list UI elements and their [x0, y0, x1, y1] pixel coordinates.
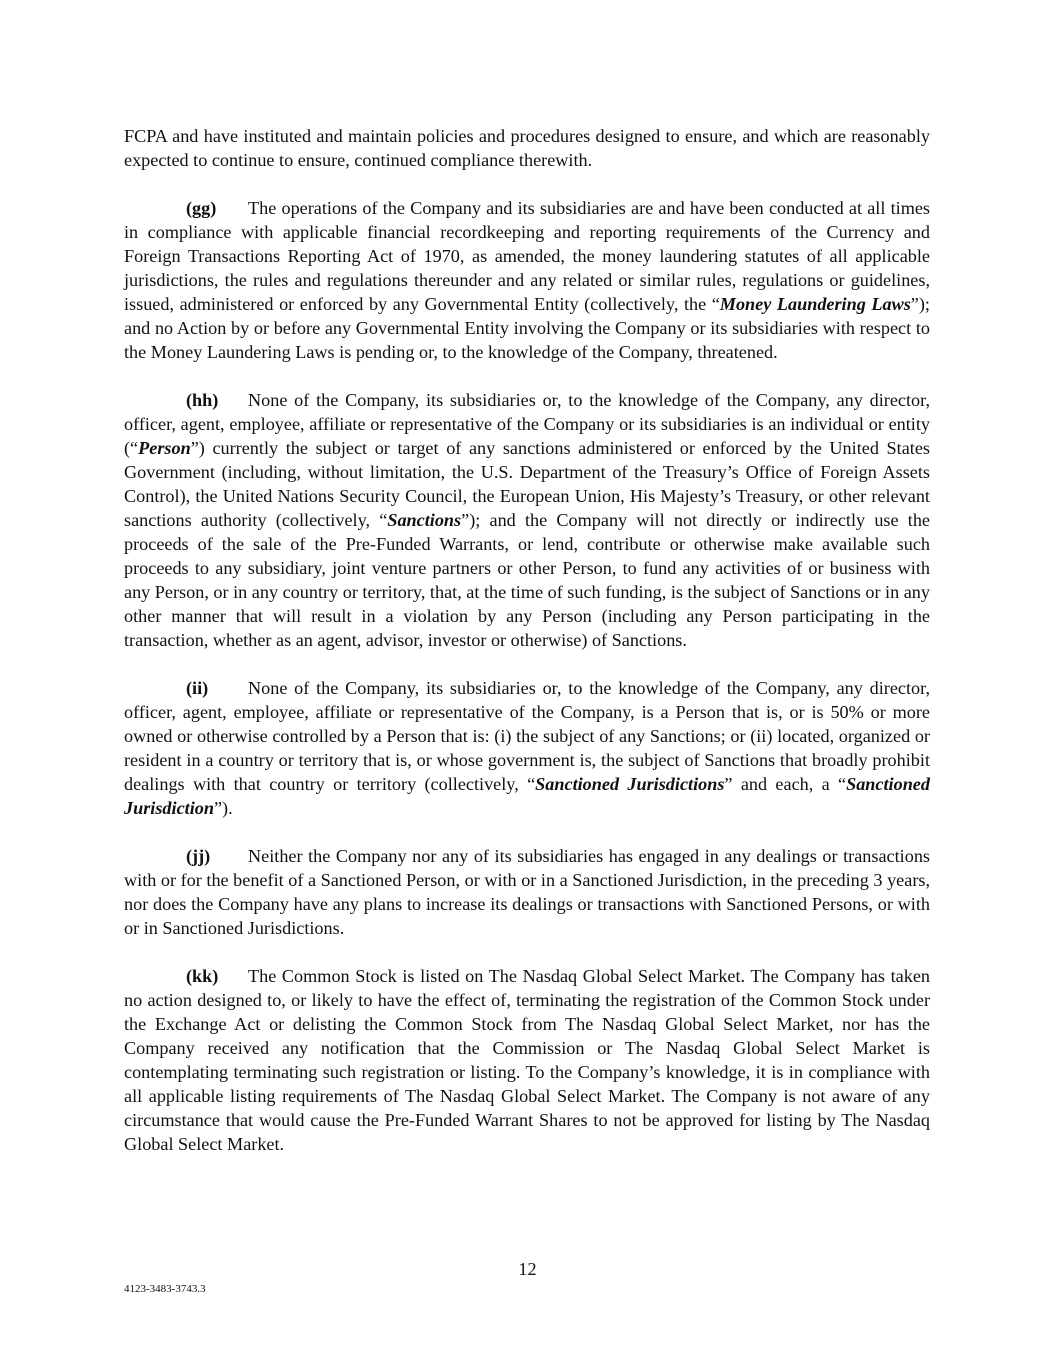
document-id: 4123-3483-3743.3 [124, 1283, 206, 1295]
section-text: ”). [213, 798, 233, 818]
section-jj [124, 844, 930, 940]
section-text: ”); and no Action by or before any Governmental Entity involving the Company or its subsidiaries with respect to the Money Laundering Laws is pending or, to the knowledge of the Company, threatened. [124, 294, 930, 362]
continuation-paragraph: FCPA and have instituted and maintain policies and procedures designed to ensure, and which are reasonably expected to continue to ensure, continued compliance therewith. [124, 126, 930, 170]
section-text: Neither the Company nor any of its subsidiaries has engaged in any dealings or transactions with or for the benefit of a Sanctioned Person, or with or in a Sanctioned Jurisdiction, in the preceding 3 years, nor does the Company have any plans to increase its dealings or transactions with Sanctioned Persons, or with or in Sanctioned Jurisdictions. [124, 846, 930, 938]
section-text: ”) currently the subject or target of any sanctions administered or enforced by the United States Government (including, without limitation, the U.S. Department of the Treasury’s Office of Foreign Assets Control), the United Nations Security Council, the European Union, His Majesty’s Treasury, or other relevant sanctions authority (collectively, “ [124, 438, 930, 530]
defined-term: Person [138, 438, 191, 458]
section-label: (hh) [186, 390, 219, 410]
page-number: 12 [518, 1259, 537, 1279]
section-label: (jj) [186, 846, 211, 866]
section-kk [124, 964, 930, 1156]
section-label: (kk) [186, 966, 219, 986]
defined-term: Sanctioned Jurisdiction [124, 774, 930, 818]
section-text: The Common Stock is listed on The Nasdaq Global Select Market. The Company has taken no action designed to, or likely to have the effect of, terminating the registration of the Common Stock under the Exchange Act or delisting the Common Stock from The Nasdaq Global Select Market, nor has the Company received any notification that the Commission or The Nasdaq Global Select Market is contemplating terminating such registration or listing. To the Company’s knowledge, it is in compliance with all applicable listing requirements of The Nasdaq Global Select Market. The Company is not aware of any circumstance that would cause the Pre-Funded Warrant Shares to not be approved for listing by The Nasdaq Global Select Market. [124, 966, 930, 1154]
section-text: ”); and the Company will not directly or indirectly use the proceeds of the sale of the Pre-Funded Warrants, or lend, contribute or otherwise make available such proceeds to any subsidiary, joint venture partners or other Person, to fund any activities of or business with any Person, or in any country or territory, that, at the time of such funding, is the subject of Sanctions or in any other manner that will result in a violation by any Person (including any Person participating in the transaction, whether as an agent, advisor, investor or otherwise) of Sanctions. [124, 510, 931, 650]
document-body [124, 124, 930, 1180]
section-text: None of the Company, its subsidiaries or, to the knowledge of the Company, any director, officer, agent, employee, affiliate or representative of the Company or its subsidiaries is an individual or entity (“ [124, 390, 930, 458]
section-label: (gg) [186, 198, 217, 218]
section-text: The operations of the Company and its subsidiaries are and have been conducted at all times in compliance with applicable financial recordkeeping and reporting requirements of the Currency and Foreign Transactions Reporting Act of 1970, as amended, the money laundering statutes of all applicable jurisdictions, the rules and regulations thereunder and any related or similar rules, regulations or guidelines, issued, administered or enforced by any Governmental Entity (collectively, the “ [124, 198, 930, 314]
defined-term: Sanctioned Jurisdictions [535, 774, 725, 794]
section-text: ” and each, a “ [724, 774, 847, 794]
defined-term: Sanctions [387, 510, 462, 530]
section-gg [124, 196, 930, 364]
section-ii [124, 676, 930, 820]
defined-term: Money Laundering Laws [719, 294, 911, 314]
section-label: (ii) [186, 678, 209, 698]
section-text: None of the Company, its subsidiaries or, to the knowledge of the Company, any director, officer, agent, employee, affiliate or representative of the Company, is a Person that is, or is 50% or more owned or otherwise controlled by a Person that is: (i) the subject of any Sanctions; or (ii) located, organized or resident in a country or territory that is, or whose government is, the subject of Sanctions that broadly prohibit dealings with that country or territory (collectively, “ [124, 678, 930, 794]
section-hh [124, 388, 930, 652]
